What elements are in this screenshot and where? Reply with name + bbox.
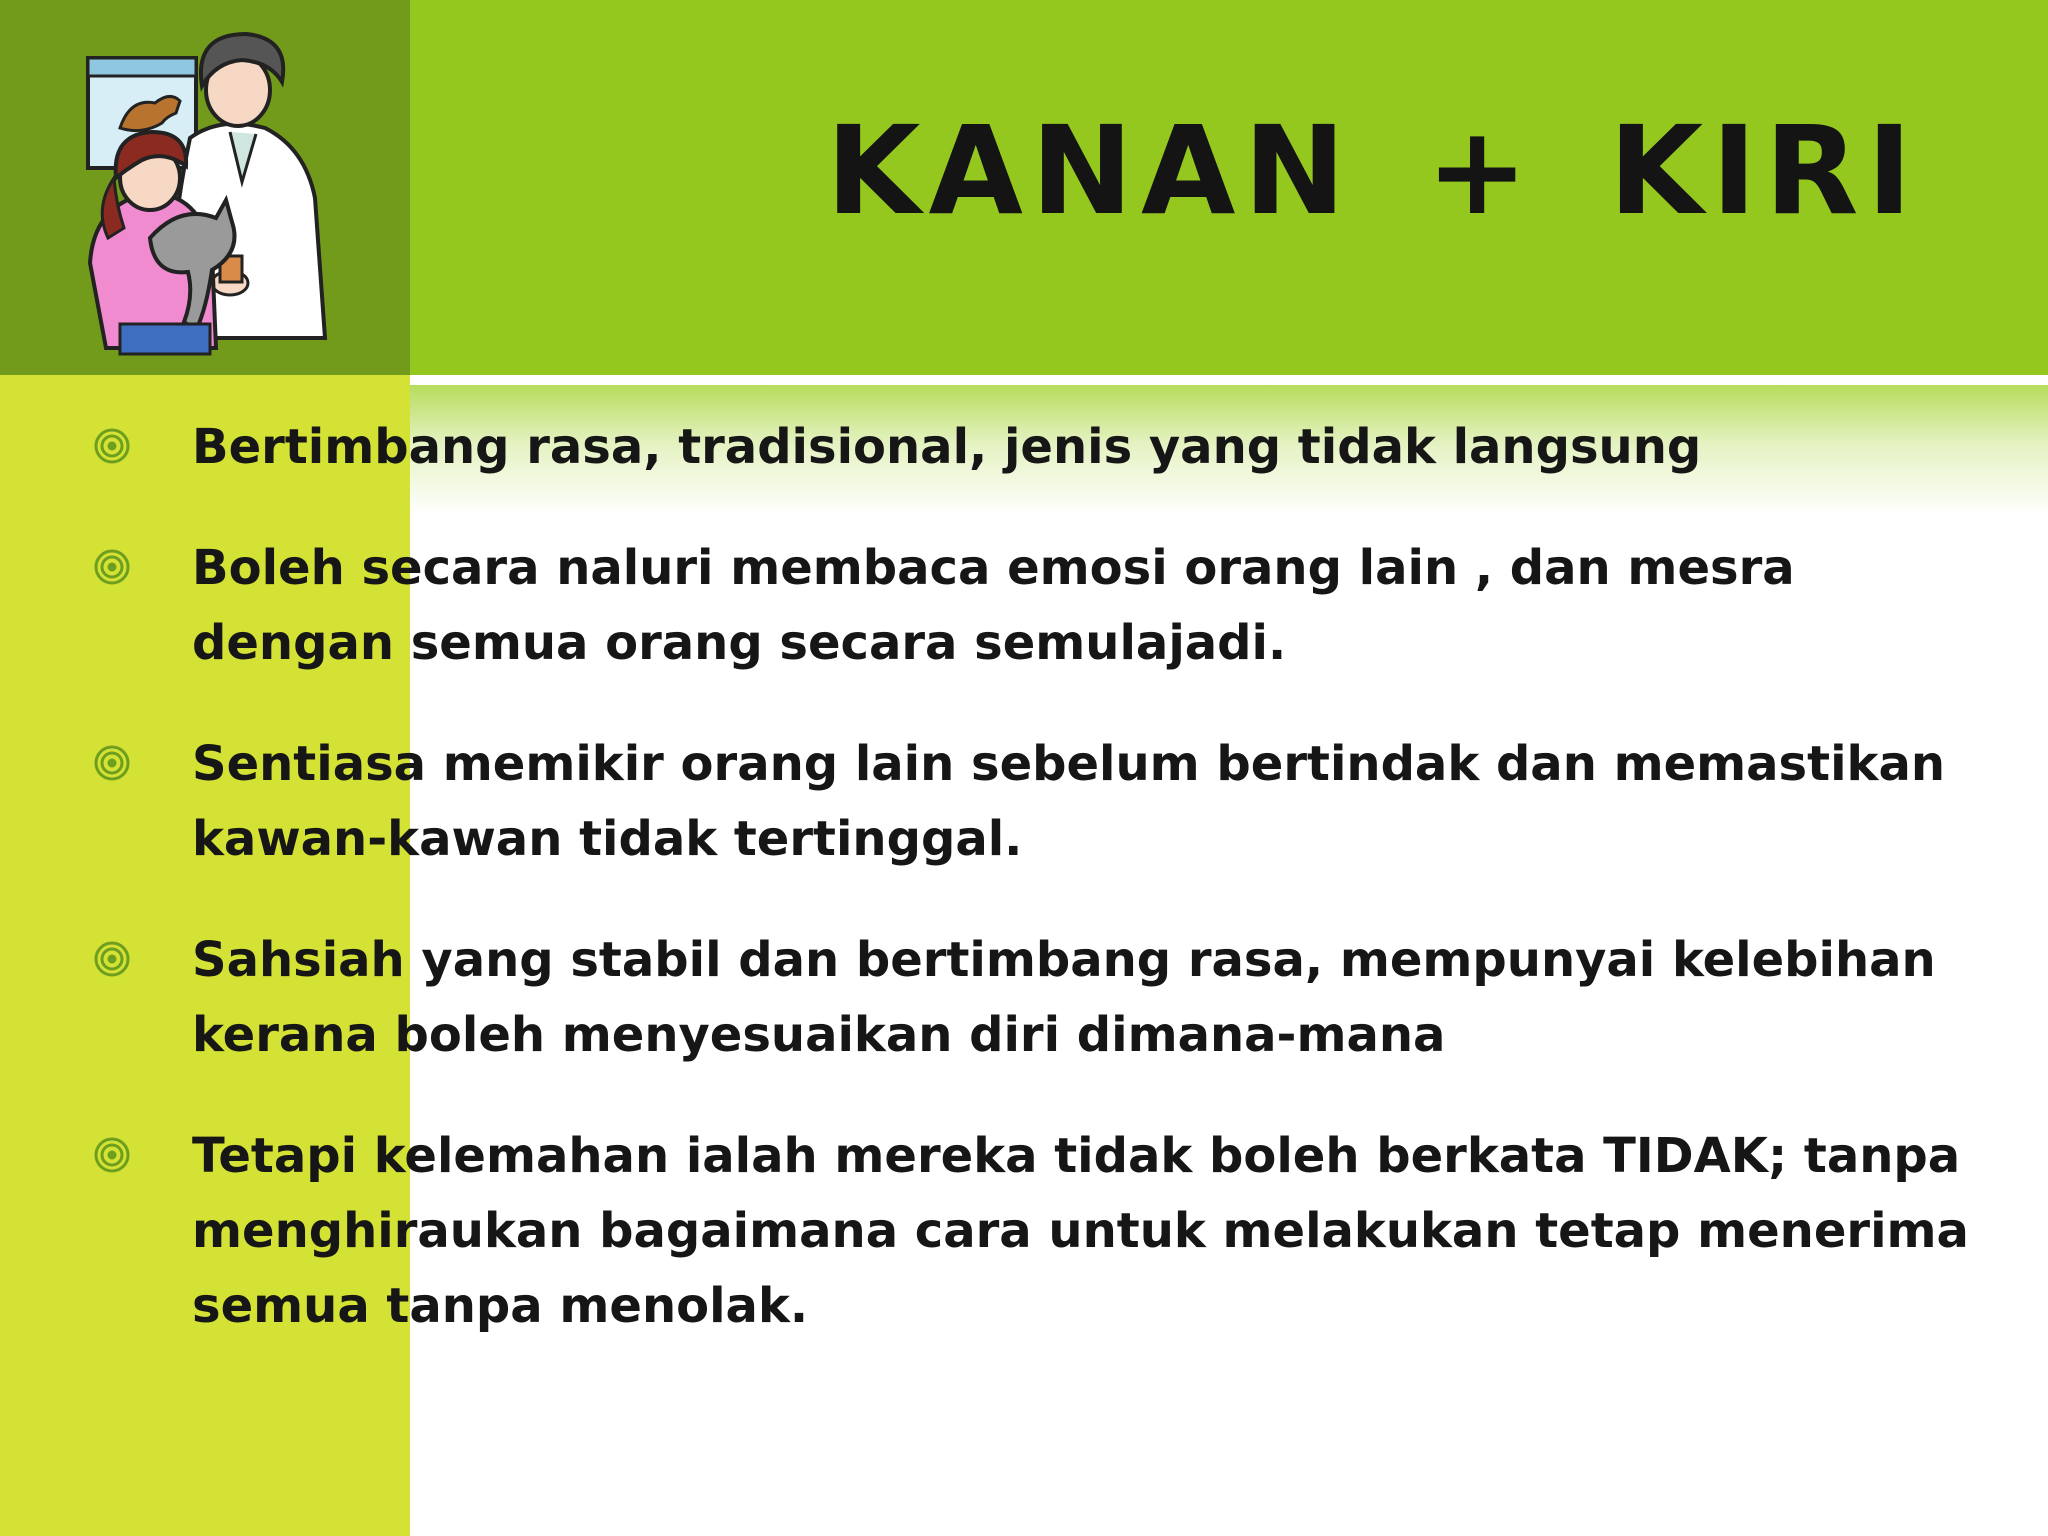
concentric-circle-bullet-icon: [92, 939, 132, 979]
bullet-text: Boleh secara naluri membaca emosi orang lain , dan mesra dengan semua orang secara semulajadi.: [192, 540, 1795, 671]
bullet-item: [0, 1119, 2048, 1344]
bullet-text: Sahsiah yang stabil dan bertimbang rasa, mempunyai kelebihan kerana boleh menyesuaikan diri dimana-mana: [192, 932, 1936, 1063]
bullet-list: [0, 410, 2048, 1390]
concentric-circle-bullet-icon: [92, 1135, 132, 1175]
bullet-text: Bertimbang rasa, tradisional, jenis yang tidak langsung: [192, 419, 1702, 475]
bullet-text: Sentiasa memikir orang lain sebelum bertindak dan memastikan kawan-kawan tidak tertinggal.: [192, 736, 1946, 867]
concentric-circle-bullet-icon: [92, 743, 132, 783]
concentric-circle-bullet-icon: [92, 426, 132, 466]
slide-title: KANAN + KIRI: [825, 100, 1920, 242]
bullet-text: Tetapi kelemahan ialah mereka tidak boleh berkata TIDAK; tanpa menghiraukan bagaimana cara untuk melakukan tetap menerima semua tanpa menolak.: [192, 1128, 1969, 1334]
bullet-item: [0, 531, 2048, 681]
concentric-circle-bullet-icon: [92, 547, 132, 587]
bullet-item: [0, 923, 2048, 1073]
bullet-item: [0, 410, 2048, 485]
bullet-item: [0, 727, 2048, 877]
veterinarian-clipart-icon: [80, 28, 350, 358]
